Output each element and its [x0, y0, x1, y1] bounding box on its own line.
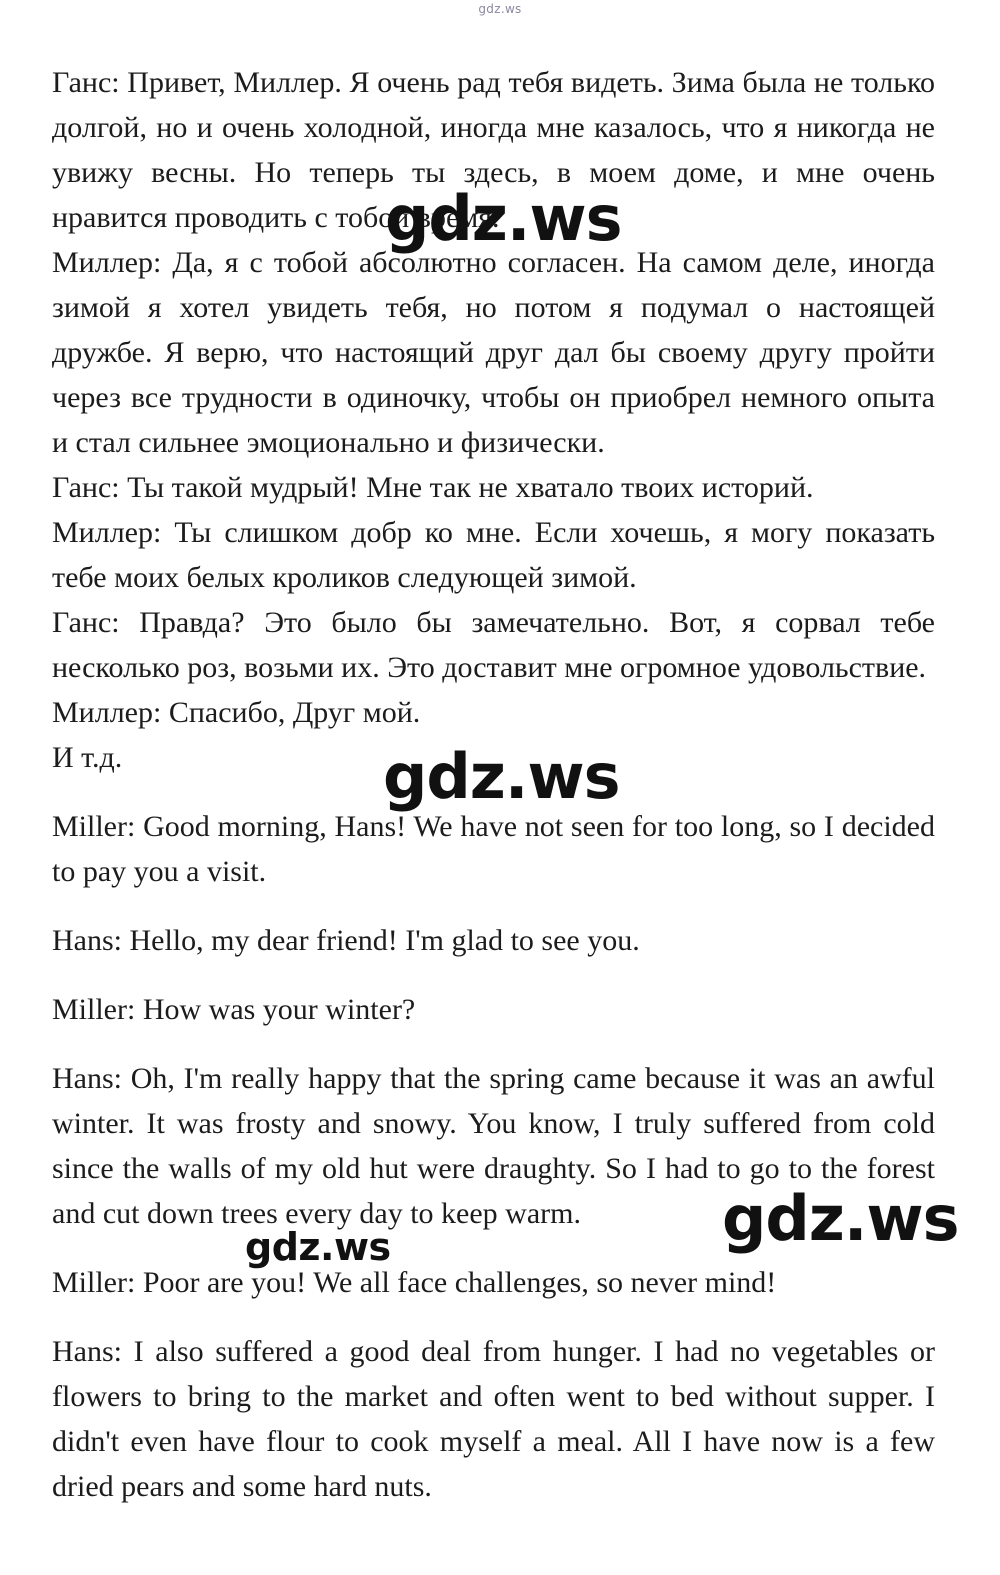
ru-paragraph-hans-greeting: Ганс: Привет, Миллер. Я очень рад тебя видеть. Зима была не только долгой, но и очень холодной, иногда мне казалось, что я никогда не увижу весны. Но теперь ты здесь, в моем доме, и мне очень нравится проводить с тобой время.: [52, 66, 935, 234]
en-paragraph-hans-spring: Hans: Oh, I'm really happy that the spring came because it was an awful winter. It was frosty and snowy. You know, I truly suffered from cold since the walls of my old hut were draughty. So I had to go to the forest and cut down trees every day to keep warm.: [52, 1062, 935, 1230]
ru-paragraph-miller-rabbits: Миллер: Ты слишком добр ко мне. Если хочешь, я могу показать тебе моих белых кроликов следующей зимой.: [52, 516, 935, 594]
watermark-logo: gdz.ws: [385, 182, 622, 255]
en-paragraph-hans-hello: Hans: Hello, my dear friend! I'm glad to see you.: [52, 924, 640, 957]
watermark-logo: gdz.ws: [245, 1225, 391, 1269]
en-paragraph-hans-hunger: Hans: I also suffered a good deal from hunger. I had no vegetables or flowers to bring to the market and often went to bed without supper. I didn't even have flour to cook myself a meal. All I have now is a few dried pears and some hard nuts.: [52, 1335, 935, 1503]
ru-paragraph-miller-friendship: Миллер: Да, я с тобой абсолютно согласен. На самом деле, иногда зимой я хотел увидеть тебя, но потом я подумал о настоящей дружбе. Я верю, что настоящий друг дал бы своему другу пройти через все трудности в одиночку, чтобы он приобрел немного опыта и стал сильнее эмоционально и физически.: [52, 246, 935, 459]
watermark-logo: gdz.ws: [722, 1182, 959, 1255]
ru-paragraph-hans-roses: Ганс: Правда? Это было бы замечательно. Вот, я сорвал тебе несколько роз, возьми их. Это доставит мне огромное удовольствие.: [52, 606, 935, 684]
en-paragraph-miller-winter: Miller: How was your winter?: [52, 993, 416, 1026]
ru-paragraph-etc: И т.д.: [52, 741, 123, 774]
ru-paragraph-miller-thanks: Миллер: Спасибо, Друг мой.: [52, 696, 421, 729]
watermark-logo: gdz.ws: [383, 740, 620, 813]
en-paragraph-miller-poor: Miller: Poor are you! We all face challenges, so never mind!: [52, 1266, 777, 1299]
site-header: gdz.ws: [478, 2, 522, 16]
en-paragraph-miller-morning: Miller: Good morning, Hans! We have not seen for too long, so I decided to pay you a visit.: [52, 810, 935, 888]
ru-paragraph-hans-wise: Ганс: Ты такой мудрый! Мне так не хватало твоих историй.: [52, 471, 814, 504]
